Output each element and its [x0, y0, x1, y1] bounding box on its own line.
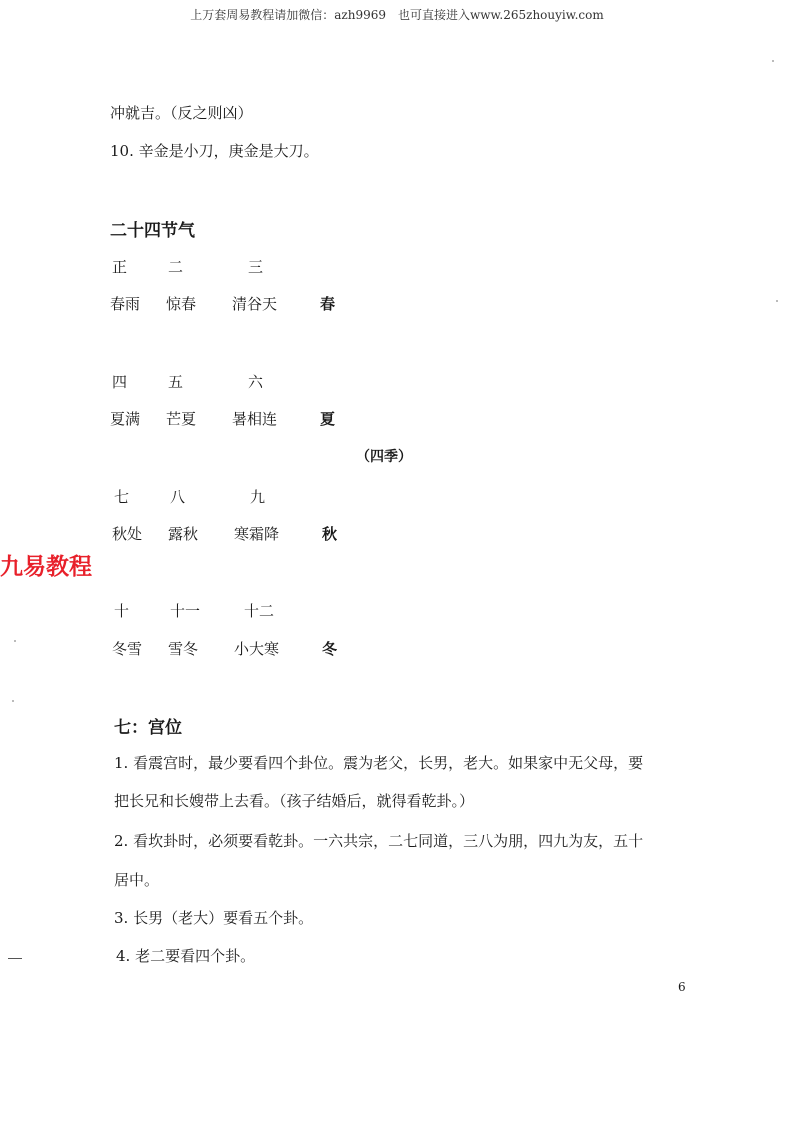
solar-term: 寒霜降 — [234, 525, 280, 543]
month-label: 八 — [170, 488, 186, 506]
month-label: 二 — [168, 258, 184, 276]
solar-term: 雪冬 — [168, 640, 199, 658]
scan-speck — [772, 60, 774, 62]
month-label: 三 — [248, 258, 264, 276]
month-label: 十二 — [244, 602, 275, 620]
section-title-gongwei: 七：宫位 — [114, 718, 182, 738]
season-label: 夏 — [320, 410, 336, 428]
solar-term: 夏满 — [110, 410, 141, 428]
solar-term: 冬雪 — [112, 640, 143, 658]
month-label: 九 — [250, 488, 266, 506]
scan-speck — [776, 300, 778, 302]
section-title-jieqi: 二十四节气 — [110, 221, 195, 241]
intro-line-2: 10. 辛金是小刀，庚金是大刀。 — [110, 142, 319, 160]
season-label: 秋 — [322, 525, 338, 543]
top-watermark: 上万套周易教程请加微信：azh9969 也可直接进入www.265zhouyiw.com — [190, 8, 604, 22]
month-label: 七 — [114, 488, 130, 506]
month-label: 十 — [114, 602, 130, 620]
solar-term: 小大寒 — [234, 640, 280, 658]
season-label: 冬 — [322, 640, 338, 658]
solar-term: 春雨 — [110, 295, 141, 313]
paragraph-4: 4. 老二要看四个卦。 — [116, 947, 256, 965]
solar-term: 暑相连 — [232, 410, 278, 428]
scan-speck — [12, 700, 14, 702]
season-label: 春 — [320, 295, 336, 313]
margin-mark — [8, 958, 22, 959]
four-seasons-label: （四季） — [356, 449, 412, 465]
solar-term: 秋处 — [112, 525, 143, 543]
paragraph-2-line-1: 2. 看坎卦时，必须要看乾卦。一六共宗，二七同道，三八为朋，四九为友，五十 — [114, 832, 644, 850]
solar-term: 清谷天 — [232, 295, 278, 313]
paragraph-1-line-2: 把长兄和长嫂带上去看。（孩子结婚后，就得看乾卦。） — [114, 792, 475, 810]
page-number: 6 — [678, 980, 686, 994]
paragraph-3: 3. 长男（老大）要看五个卦。 — [114, 909, 314, 927]
brand-watermark: 九易教程 — [0, 554, 92, 580]
month-label: 正 — [112, 258, 128, 276]
month-label: 四 — [112, 373, 128, 391]
solar-term: 惊春 — [166, 295, 197, 313]
intro-line-1: 冲就吉。（反之则凶） — [110, 104, 253, 122]
paragraph-1-line-1: 1. 看震宫时，最少要看四个卦位。震为老父，长男，老大。如果家中无父母，要 — [114, 754, 644, 772]
solar-term: 芒夏 — [166, 410, 197, 428]
scan-speck — [14, 640, 16, 642]
month-label: 五 — [168, 373, 184, 391]
month-label: 十一 — [170, 602, 201, 620]
solar-term: 露秋 — [168, 525, 199, 543]
month-label: 六 — [248, 373, 264, 391]
paragraph-2-line-2: 居中。 — [114, 871, 160, 889]
